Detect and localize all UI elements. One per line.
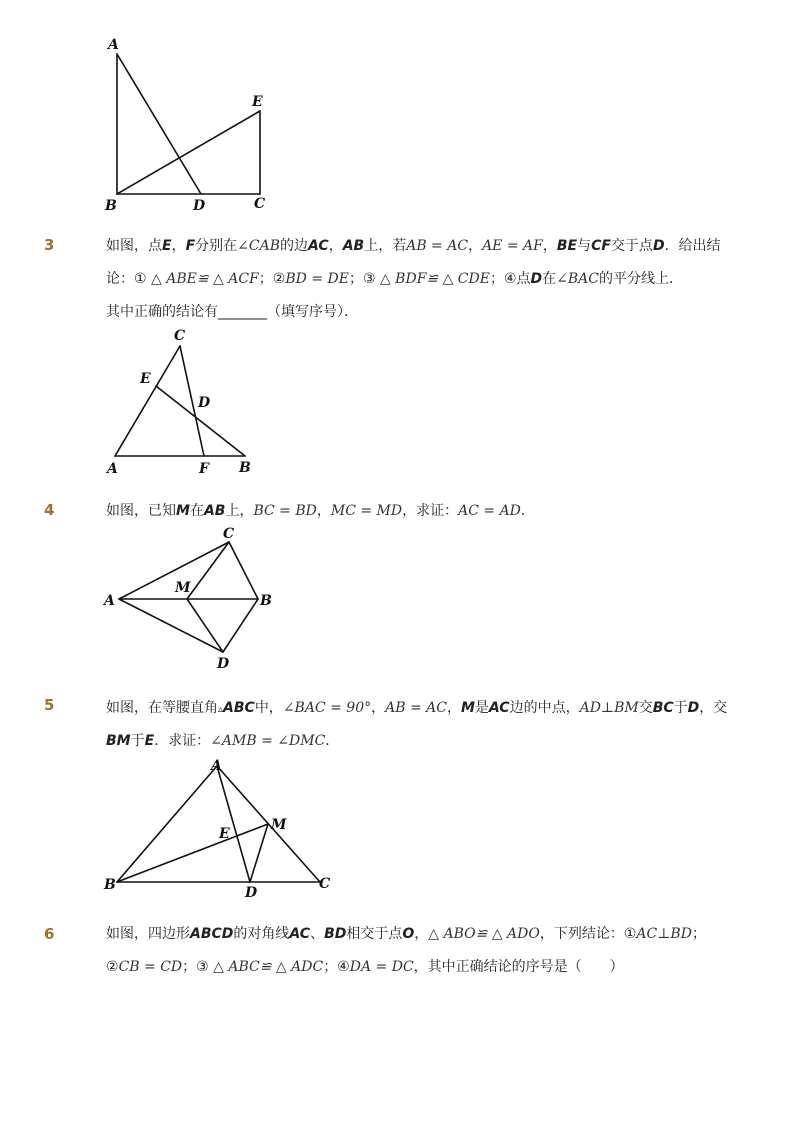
label-a: A (108, 37, 119, 53)
q3-text-line-1: 如图，点E，F分别在∠CAB的边AC，AB上，若AB = AC，AE = AF，BE与CF交于点D．给出结 (106, 238, 721, 254)
segment-md (250, 824, 268, 882)
q6-text-line-2: ②CB = CD；③ △ ABC≌ △ ADC；④DA = DC，其中正确结论的序号是（ ） (106, 959, 624, 975)
label-m: M (175, 580, 191, 596)
segment-mc (187, 542, 229, 599)
triangle-icon: ▵ (218, 704, 224, 715)
label-b: B (105, 198, 117, 214)
segment-ad (117, 54, 201, 194)
label-b: B (104, 877, 116, 893)
figure-top (0, 0, 800, 230)
question-number-5: 5 (44, 696, 55, 714)
segment-ad (119, 599, 223, 652)
q5-text-line-2: BM于E．求证：∠AMB = ∠DMC． (106, 733, 340, 749)
label-a: A (104, 593, 115, 609)
figure-q3 (0, 320, 800, 480)
segment-cb (229, 542, 258, 599)
label-f: F (199, 461, 209, 477)
label-d: D (193, 198, 206, 214)
q3-text-line-3: 其中正确的结论有_______（填写序号）． (106, 304, 358, 320)
label-m: M (271, 817, 287, 833)
label-e: E (252, 94, 263, 110)
figure-q5 (0, 750, 800, 905)
label-c: C (254, 196, 266, 212)
label-e: E (140, 371, 151, 387)
q3-text-line-2: 论：① △ ABE≌ △ ACF；②BD = DE；③ △ BDF≌ △ CDE；④点D在∠BAC的平分线上． (106, 271, 683, 287)
label-b: B (260, 593, 272, 609)
segment-md (187, 599, 223, 652)
segment-ac (115, 346, 180, 456)
q6-text-line-1: 如图，四边形ABCD的对角线AC、BD相交于点O，△ ABO≌ △ ADO，下列结论：①AC⊥BD； (106, 926, 706, 942)
question-number-6: 6 (44, 925, 55, 943)
segment-be (117, 111, 260, 194)
question-number-4: 4 (44, 501, 55, 519)
label-e: E (219, 826, 230, 842)
segment-db (223, 599, 258, 652)
label-c: C (223, 526, 235, 542)
label-b: B (239, 460, 251, 476)
label-a: A (107, 461, 118, 477)
segment-ab (117, 766, 217, 882)
label-d: D (245, 885, 258, 901)
label-a: A (211, 758, 222, 774)
q5-text-line-1: 如图，在等腰直角▵ABC中，∠BAC = 90°，AB = AC，M是AC边的中点，AD⊥BM交BC于D，交 (106, 700, 728, 716)
label-c: C (319, 876, 331, 892)
question-number-3: 3 (44, 236, 55, 254)
label-d: D (198, 395, 211, 411)
label-c: C (174, 328, 186, 344)
label-d: D (217, 656, 230, 672)
q4-text-line-1: 如图，已知M在AB上，BC = BD，MC = MD，求证：AC = AD． (106, 503, 535, 519)
segment-bm (117, 824, 268, 882)
figure-q4 (0, 520, 800, 675)
segment-ac (119, 542, 229, 599)
